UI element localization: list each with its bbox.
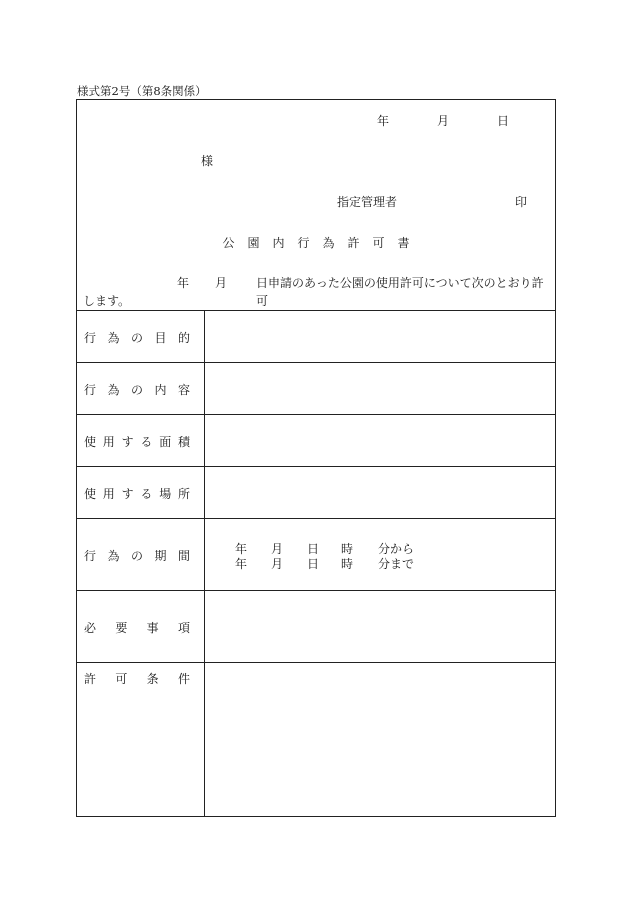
table-row-area (77, 415, 555, 467)
issue-date-line (377, 112, 527, 128)
required-items-label: 必 要 事 項 (84, 621, 190, 635)
form-number-label: 様式第2号（第8条関係） (77, 84, 207, 98)
row-label-cell (77, 519, 205, 590)
table-row-period (77, 519, 555, 591)
period-to-line: 年 月 日 時 分まで (235, 557, 415, 571)
intro-line-2: します。 (83, 294, 131, 308)
manager-label: 指定管理者 (337, 195, 398, 209)
intro-line-1-text: 日申請のあった公園の使用許可について次のとおり許可 (256, 276, 544, 308)
intro-month-label: 月 (215, 276, 228, 290)
table-row-purpose (77, 311, 555, 363)
permit-form-frame (76, 99, 556, 817)
purpose-label: 行 為 の 目 的 (84, 331, 190, 345)
seal-mark: 印 (515, 195, 528, 209)
period-from-line: 年 月 日 時 分から (235, 542, 415, 556)
row-label-cell (77, 591, 205, 662)
intro-year-label: 年 (177, 276, 190, 290)
date-month-label: 月 (437, 114, 450, 128)
intro-paragraph (83, 274, 547, 310)
permit-table (77, 310, 555, 816)
addressee-suffix: 様 (201, 154, 214, 168)
location-field[interactable] (205, 467, 555, 518)
location-label: 使 用 す る 場 所 (84, 487, 190, 501)
table-row-content (77, 363, 555, 415)
row-label-cell (77, 663, 205, 816)
document-title: 公園内行為許可書 (222, 236, 423, 250)
date-year-label: 年 (377, 114, 390, 128)
area-field[interactable] (205, 415, 555, 466)
row-label-cell (77, 363, 205, 414)
row-label-cell (77, 311, 205, 362)
area-label: 使 用 す る 面 積 (84, 435, 190, 449)
period-field[interactable] (205, 519, 555, 590)
row-label-cell (77, 467, 205, 518)
required-items-field[interactable] (205, 591, 555, 662)
row-label-cell (77, 415, 205, 466)
table-row-required-items (77, 591, 555, 663)
content-label: 行 為 の 内 容 (84, 383, 190, 397)
date-day-label: 日 (497, 114, 510, 128)
conditions-label: 許 可 条 件 (84, 672, 190, 686)
table-row-conditions (77, 663, 555, 816)
purpose-field[interactable] (205, 311, 555, 362)
period-label: 行 為 の 期 間 (84, 549, 190, 563)
table-row-location (77, 467, 555, 519)
conditions-field[interactable] (205, 663, 555, 816)
content-field[interactable] (205, 363, 555, 414)
